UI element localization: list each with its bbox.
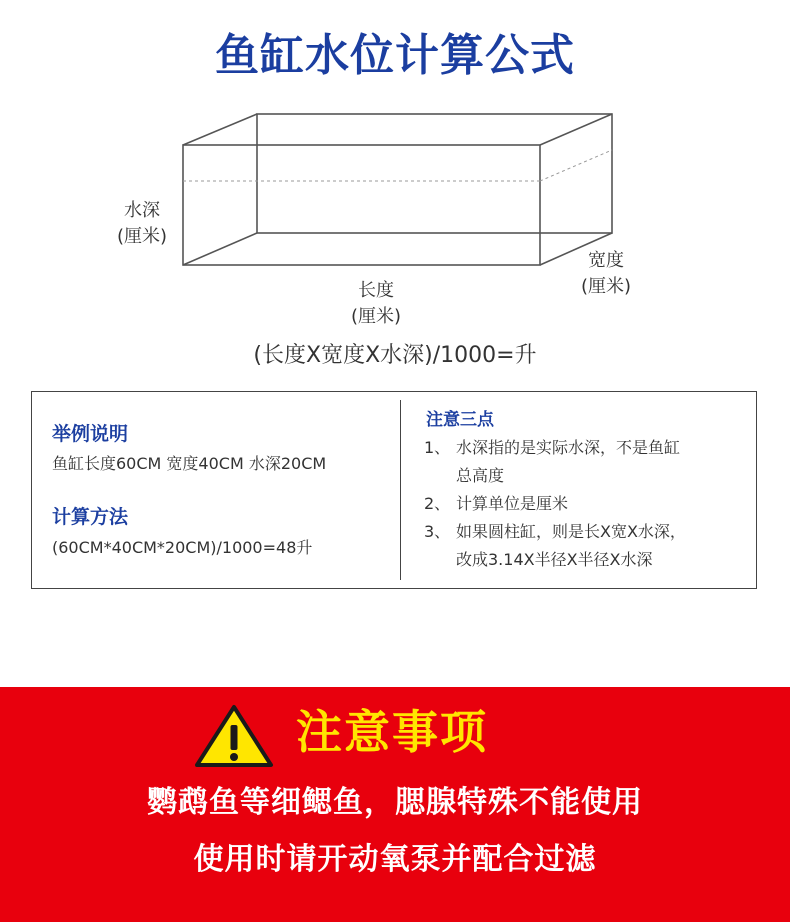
formula-text: (长度X宽度X水深)/1000=升: [253, 343, 537, 368]
example-heading: 举例说明: [52, 423, 129, 445]
tank-edge: [183, 233, 257, 265]
note-number: 3、: [424, 522, 451, 541]
tank-edge: [183, 114, 257, 145]
note-number: 2、: [424, 494, 451, 513]
note-text: 总高度: [456, 466, 505, 485]
info-divider: [400, 400, 401, 580]
note-text: 如果圆柱缸，则是长X宽X水深，: [456, 522, 686, 541]
tank-front-face: [183, 145, 540, 265]
warning-line-2: 使用时请开动氧泵并配合过滤: [193, 842, 597, 877]
note-text: 水深指的是实际水深，不是鱼缸: [456, 438, 681, 457]
warning-line-1: 鹦鹉鱼等细鳃鱼，腮腺特殊不能使用: [147, 785, 643, 820]
depth-label: 水深 (厘米): [116, 200, 168, 247]
note-text: 计算单位是厘米: [456, 494, 569, 513]
method-text: (60CM*40CM*20CM)/1000=48升: [52, 538, 313, 557]
width-label: 宽度 (厘米): [580, 250, 632, 297]
method-heading: 计算方法: [52, 506, 129, 528]
example-text: 鱼缸长度60CM 宽度40CM 水深20CM: [52, 454, 327, 473]
tank-edge: [540, 114, 612, 145]
warning-triangle-icon: [193, 701, 275, 769]
length-label: 长度 (厘米): [350, 280, 402, 327]
notes-heading: 注意三点: [426, 410, 494, 430]
water-level-line: [540, 150, 612, 181]
note-text: 改成3.14X半径X半径X水深: [456, 550, 653, 569]
tank-back-face: [257, 114, 612, 233]
note-number: 1、: [424, 438, 451, 457]
warning-title: 注意事项: [296, 705, 488, 759]
page-title: 鱼缸水位计算公式: [215, 30, 575, 81]
